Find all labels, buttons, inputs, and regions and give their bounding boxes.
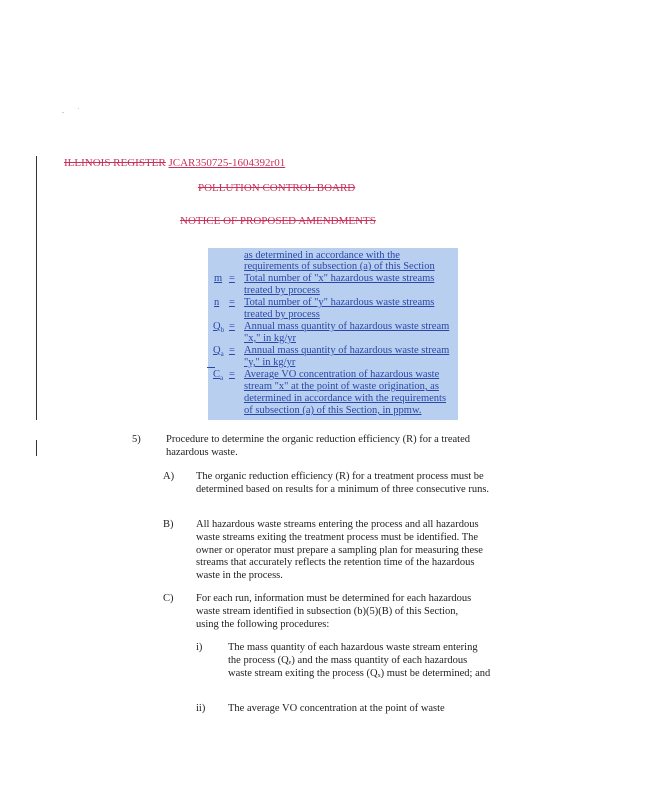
section-5c-ii-text: The average VO concentration at the point of waste — [228, 703, 445, 714]
def-symbol-n: n — [214, 297, 220, 308]
def-m-line2: treated by process — [244, 285, 320, 296]
def-equals: = — [229, 297, 235, 308]
scan-speckle — [78, 108, 79, 109]
section-5c-label: C) — [163, 593, 174, 604]
register-deleted: ILLINOIS REGISTER — [64, 157, 166, 169]
def-n-line2: treated by process — [244, 309, 320, 320]
register-header — [64, 157, 285, 169]
def-symbol-qb: $Q_b$ — [213, 321, 225, 335]
def-ca-line1: Average VO concentration of hazardous waste — [244, 369, 440, 380]
section-5b-text: All hazardous waste streams entering the process and all hazardous waste streams exiting the treatment process must be identified. The owner or operator must prepare a sampling plan for measuring these streams that accurately reflects the retention time of the hazardous waste in the process. — [196, 519, 483, 582]
def-ca-line2: stream "x" at the point of waste origination, as — [244, 381, 439, 392]
section-5c-text: For each run, information must be determined for each hazardous waste stream identified in subsection (b)(5)(B) of this Section, using the following procedures: — [196, 593, 472, 630]
section-5b-label: B) — [163, 519, 174, 530]
def-qb-line2: "x," in kg/yr — [244, 333, 297, 344]
def-intro-line1: as determined in accordance with the — [244, 250, 400, 261]
def-n-line1: Total number of "y" hazardous waste streams — [244, 297, 435, 308]
def-qa-line1: Annual mass quantity of hazardous waste stream — [244, 345, 450, 356]
def-ca-line4: of subsection (a) of this Section, in ppmw. — [244, 405, 422, 416]
def-equals: = — [229, 273, 235, 284]
def-intro-line2: requirements of subsection (a) of this Section — [244, 261, 435, 272]
section-5a-text: The organic reduction efficiency (R) for a treatment process must be determined based on results for a minimum of three consecutive runs. — [196, 471, 490, 495]
def-m-line1: Total number of "x" hazardous waste streams — [244, 273, 435, 284]
section-5c-i-label: i) — [196, 642, 203, 653]
revision-bar — [36, 440, 37, 456]
notice-title: NOTICE OF PROPOSED AMENDMENTS — [180, 215, 376, 227]
def-symbol-m: m — [214, 273, 223, 284]
section-5-text: Procedure to determine the organic reduction efficiency (R) for a treated hazardous waste. — [166, 434, 470, 458]
def-symbol-marker — [207, 367, 215, 368]
section-5c-ii-label: ii) — [196, 703, 206, 714]
board-title: POLLUTION CONTROL BOARD — [198, 182, 356, 194]
section-5c-i-text: The mass quantity of each hazardous waste stream entering the process (Qₑ) and the mass quantity of each hazardous waste stream exiting the process (Qₓ) must be determined; and — [228, 642, 491, 679]
revision-bar — [36, 156, 37, 420]
register-inserted: JCAR350725-1604392r01 — [168, 157, 286, 169]
def-equals: = — [229, 321, 235, 332]
section-5a-label: A) — [163, 471, 175, 482]
def-symbol-ca: $C_a$ — [213, 369, 224, 383]
def-qa-line2: "y," in kg/yr — [244, 357, 296, 368]
def-qb-line1: Annual mass quantity of hazardous waste stream — [244, 321, 450, 332]
def-symbol-qa: $Q_a$ — [213, 345, 224, 359]
scan-speckle — [62, 112, 64, 113]
section-5-label: 5) — [132, 434, 141, 445]
def-equals: = — [229, 369, 235, 380]
def-equals: = — [229, 345, 235, 356]
def-ca-line3: determined in accordance with the requirements — [244, 393, 447, 404]
